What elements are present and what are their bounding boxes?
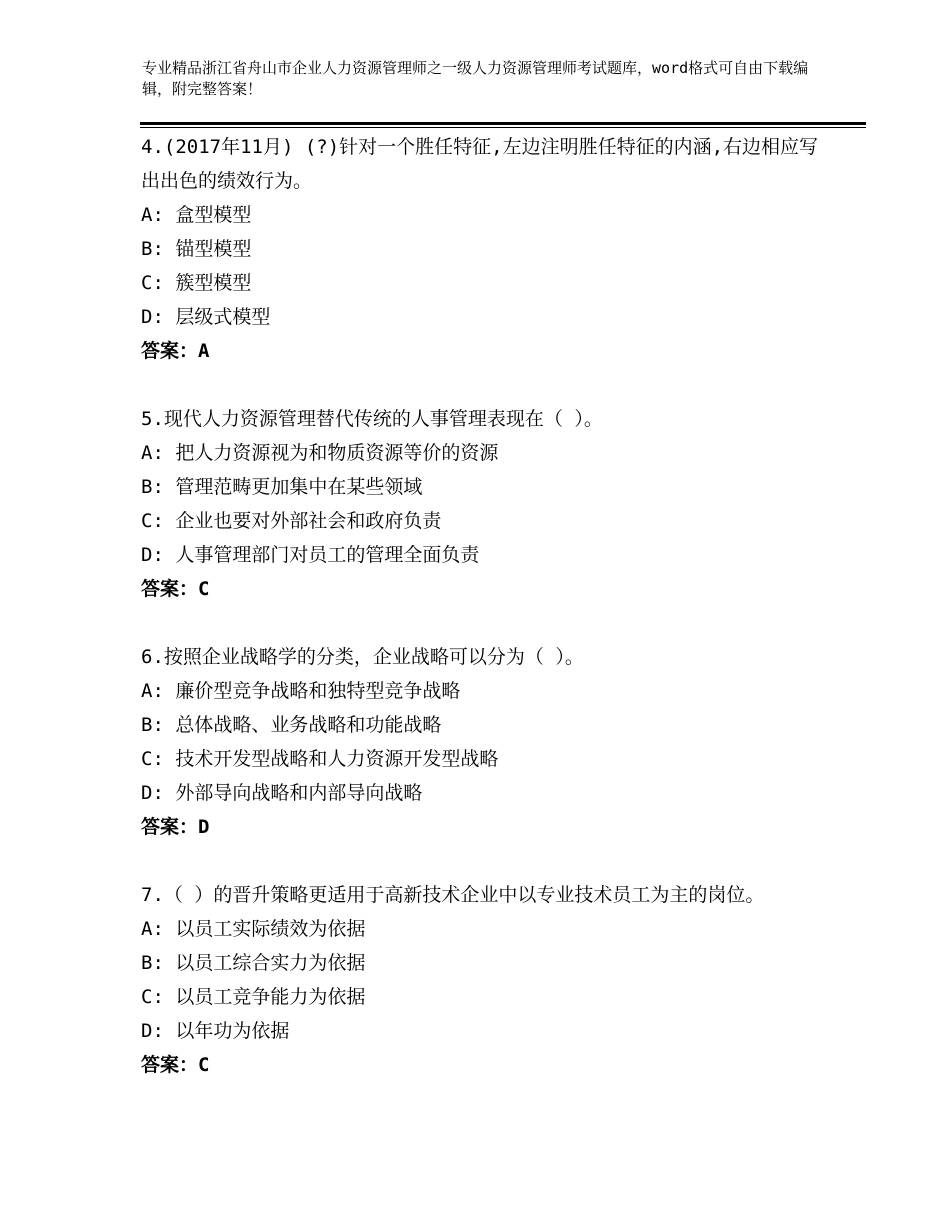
question-stem: 4.(2017年11月) (?)针对一个胜任特征,左边注明胜任特征的内涵,右边相应写出出色的绩效行为。 bbox=[141, 136, 819, 192]
answer-line: 答案：D bbox=[141, 816, 210, 838]
header-rule-thin bbox=[140, 127, 866, 128]
option-b: B: 管理范畴更加集中在某些领域 bbox=[141, 476, 423, 498]
question-stem: 5.现代人力资源管理替代传统的人事管理表现在（ ）。 bbox=[141, 408, 603, 430]
question-stem: 6.按照企业战略学的分类，企业战略可以分为（ ）。 bbox=[141, 646, 584, 668]
option-d: D: 以年功为依据 bbox=[141, 1020, 290, 1042]
answer-line: 答案：C bbox=[141, 1054, 210, 1076]
option-b: B: 总体战略、业务战略和功能战略 bbox=[141, 714, 442, 736]
question-stem: 7.（ ）的晋升策略更适用于高新技术企业中以专业技术员工为主的岗位。 bbox=[141, 884, 765, 906]
option-c: C: 簇型模型 bbox=[141, 272, 252, 294]
option-d: D: 人事管理部门对员工的管理全面负责 bbox=[141, 544, 480, 566]
question-list bbox=[141, 130, 821, 1082]
option-a: A: 廉价型竞争战略和独特型竞争战略 bbox=[141, 680, 461, 702]
header-rule-thick bbox=[140, 122, 866, 125]
document-header: 专业精品浙江省舟山市企业人力资源管理师之一级人力资源管理师考试题库，word格式可自由下载编辑，附完整答案！ bbox=[142, 59, 809, 98]
option-b: B: 以员工综合实力为依据 bbox=[141, 952, 366, 974]
option-d: D: 层级式模型 bbox=[141, 306, 271, 328]
option-a: A: 以员工实际绩效为依据 bbox=[141, 918, 366, 940]
option-a: A: 把人力资源视为和物质资源等价的资源 bbox=[141, 442, 499, 464]
question-6 bbox=[141, 640, 821, 844]
option-c: C: 技术开发型战略和人力资源开发型战略 bbox=[141, 748, 499, 770]
answer-line: 答案：C bbox=[141, 578, 210, 600]
option-d: D: 外部导向战略和内部导向战略 bbox=[141, 782, 423, 804]
option-c: C: 企业也要对外部社会和政府负责 bbox=[141, 510, 442, 532]
question-7 bbox=[141, 878, 821, 1082]
option-c: C: 以员工竞争能力为依据 bbox=[141, 986, 366, 1008]
option-a: A: 盒型模型 bbox=[141, 204, 252, 226]
option-b: B: 锚型模型 bbox=[141, 238, 252, 260]
question-4 bbox=[141, 130, 821, 368]
question-5 bbox=[141, 402, 821, 606]
answer-line: 答案：A bbox=[141, 340, 210, 362]
